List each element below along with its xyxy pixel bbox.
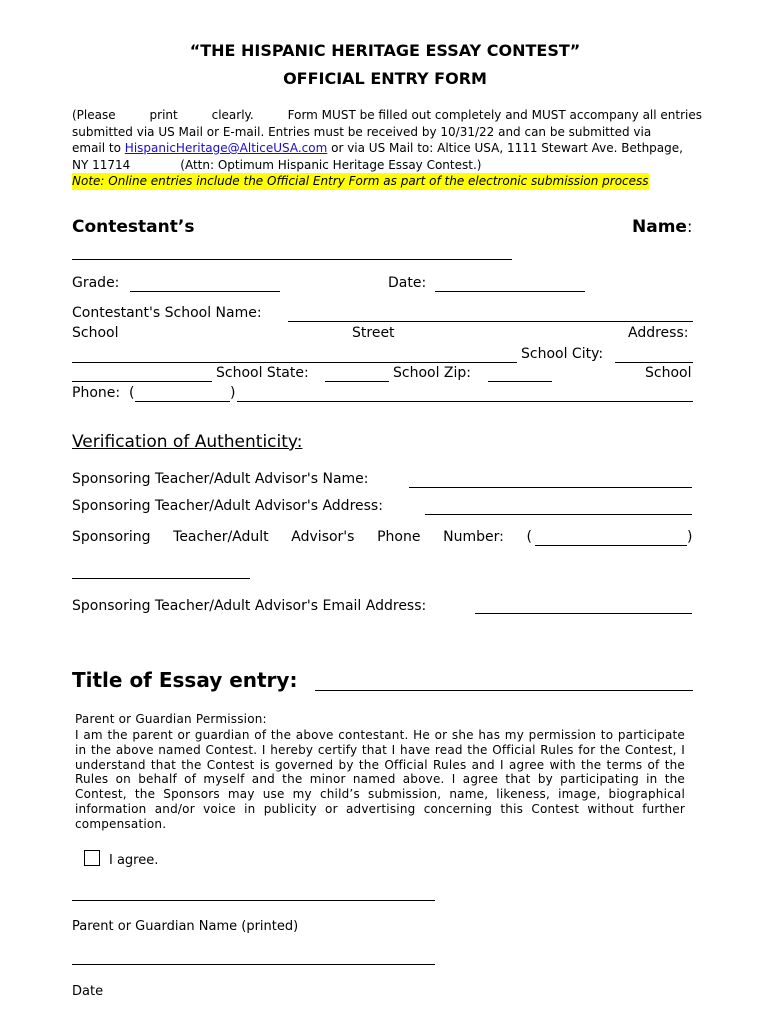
instr-text: or via US Mail to: Altice USA, 1111 Stewart Ave. Bethpage,: [331, 141, 683, 155]
school-label-2: School: [645, 365, 692, 381]
name-label-text: Name: [632, 217, 687, 237]
agree-label: I agree.: [109, 853, 159, 868]
school-zip-label: School Zip:: [393, 365, 472, 381]
paren-close: ): [687, 529, 693, 545]
permission-heading: Parent or Guardian Permission:: [75, 712, 267, 726]
school-city-input[interactable]: [615, 362, 693, 363]
verification-heading: Verification of Authenticity:: [72, 432, 303, 452]
advisor-address-input[interactable]: [425, 514, 692, 515]
school-city-input-cont[interactable]: [72, 381, 212, 382]
advisor-phone-area-input[interactable]: [535, 545, 687, 546]
advisor-email-label: Sponsoring Teacher/Adult Advisor's Email Address:: [72, 598, 427, 614]
phone-area-code-input[interactable]: [135, 401, 230, 402]
advisor-address-label: Sponsoring Teacher/Adult Advisor's Address:: [72, 498, 383, 514]
permission-body: I am the parent or guardian of the above contestant. He or she has my permission to participate in the above named Contest. I hereby certify that I have read the Official Rules for the Contest, I understand that the Contest is governed by the Official Rules and I agree with the terms of the Rules on behalf of myself and the minor named above. I agree that by participating in the Contest, the Sponsors may use my child’s submission, name, likeness, image, biographical information and/or voice in publicity or advertising concerning this Contest without further compensation.: [75, 728, 685, 831]
form-title: “THE HISPANIC HERITAGE ESSAY CONTEST”: [189, 41, 581, 60]
advisor-name-label: Sponsoring Teacher/Adult Advisor's Name:: [72, 471, 369, 487]
instr-word: print: [149, 108, 178, 122]
advisor-phone-word: Phone: [377, 529, 421, 545]
instr-word: (Please: [72, 108, 116, 122]
advisor-phone-word: Sponsoring: [72, 529, 151, 545]
phone-number-input[interactable]: [237, 401, 693, 402]
school-zip-input[interactable]: [488, 381, 552, 382]
school-state-label: School State:: [216, 365, 309, 381]
essay-title-label: Title of Essay entry:: [72, 668, 298, 692]
grade-input[interactable]: [130, 291, 280, 292]
contestant-label: Contestant’s: [72, 217, 195, 237]
instr-text: submitted via US Mail or E-mail. Entries must be received by 10/31/22 and can be submitted via: [72, 124, 652, 139]
advisor-name-input[interactable]: [409, 487, 692, 488]
school-name-label: Contestant's School Name:: [72, 305, 262, 321]
guardian-name-input[interactable]: [72, 900, 435, 901]
contestant-name-input[interactable]: [72, 259, 512, 260]
school-state-input[interactable]: [325, 381, 389, 382]
advisor-email-input[interactable]: [475, 613, 692, 614]
instr-word: clearly.: [211, 108, 254, 122]
essay-title-input[interactable]: [315, 690, 693, 691]
instr-attn: (Attn: Optimum Hispanic Heritage Essay Contest.): [180, 157, 482, 172]
name-label: [632, 217, 692, 237]
permission-date-input[interactable]: [72, 964, 435, 965]
form-subtitle: OFFICIAL ENTRY FORM: [283, 69, 487, 88]
paren-open: (: [129, 385, 135, 401]
date-label: Date:: [388, 275, 427, 291]
school-label: School: [72, 325, 119, 341]
school-city-label: School City:: [521, 346, 604, 362]
date-input[interactable]: [435, 291, 585, 292]
guardian-name-label: Parent or Guardian Name (printed): [72, 919, 299, 934]
advisor-phone-number-input[interactable]: [72, 578, 250, 579]
instr-text: NY 11714: [72, 157, 131, 172]
grade-label: Grade:: [72, 275, 120, 291]
advisor-phone-word: Teacher/Adult: [173, 529, 269, 545]
advisor-phone-word: Number:: [443, 529, 504, 545]
instr-text: email to: [72, 141, 121, 155]
school-name-input[interactable]: [288, 321, 693, 322]
instructions: [72, 107, 702, 190]
online-entry-note: Note: Online entries include the Official Entry Form as part of the electronic submission process: [72, 174, 649, 188]
phone-label: Phone:: [72, 385, 121, 401]
address-label: Address:: [628, 325, 689, 341]
advisor-phone-label: [72, 529, 532, 545]
paren-open: (: [526, 529, 532, 545]
paren-close: ): [230, 385, 236, 401]
contest-email-link[interactable]: HispanicHeritage@AlticeUSA.com: [124, 141, 328, 155]
instr-text: Form MUST be filled out completely and MUST accompany all entries: [287, 108, 702, 122]
school-address-input[interactable]: [72, 362, 517, 363]
agree-checkbox[interactable]: [84, 850, 100, 866]
colon: :: [686, 217, 693, 236]
advisor-phone-word: Advisor's: [291, 529, 355, 545]
street-label: Street: [352, 325, 395, 341]
permission-date-label: Date: [72, 984, 104, 999]
